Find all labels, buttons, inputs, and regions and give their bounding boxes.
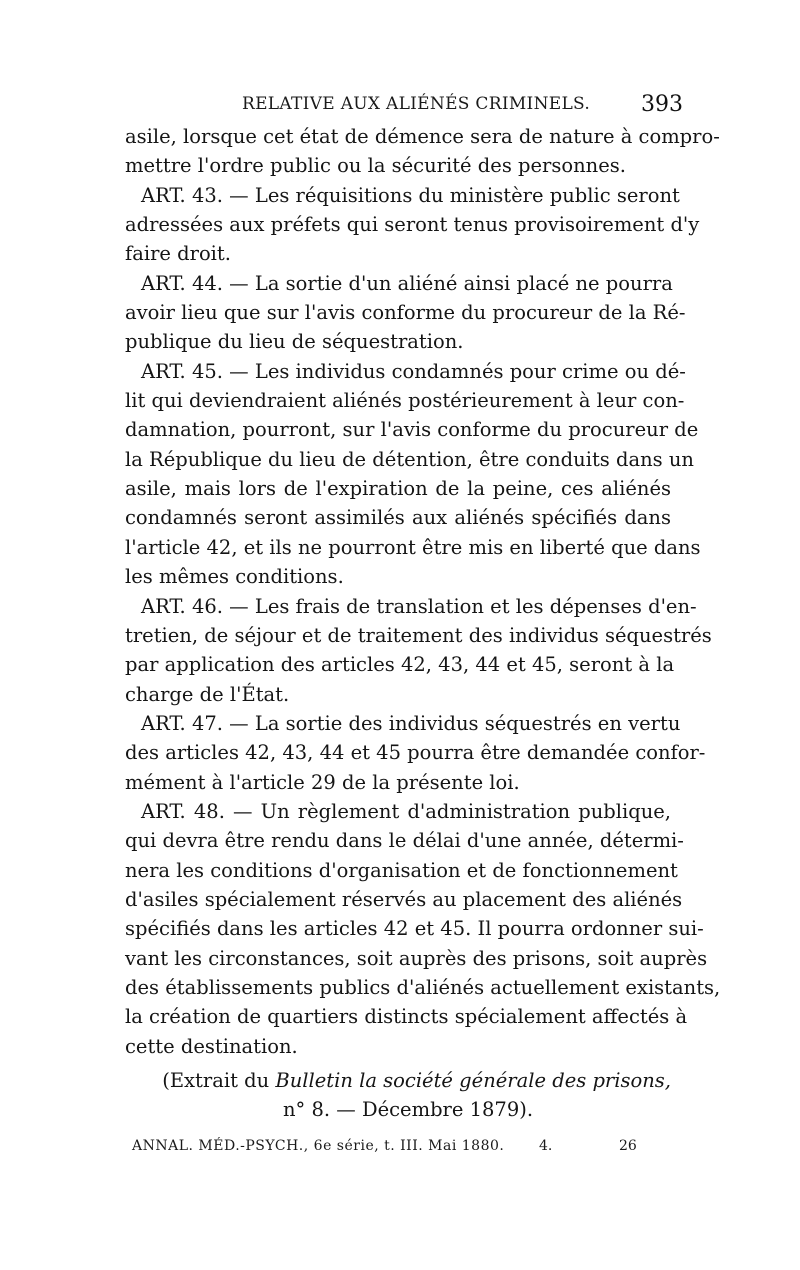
text-line: des articles 42, 43, 44 et 45 pourra être demandée confor- (125, 741, 706, 765)
citation-issue: n° 8. — Décembre 1879). (282, 1098, 534, 1122)
text-line: damnation, pourront, sur l'avis conforme du procureur de (125, 418, 699, 442)
article-45-line: ART. 45. — Les individus condamnés pour crime ou dé- (141, 359, 686, 383)
page-header (120, 92, 685, 122)
article-44-line: ART. 44. — La sortie d'un aliéné ainsi placé ne pourra (141, 271, 673, 295)
journal-reference: ANNAL. MÉD.-PSYCH., 6e série, t. III. Mai 1880. (132, 1138, 505, 1154)
page-footer (132, 1138, 652, 1162)
text-line: les mêmes conditions. (125, 565, 344, 589)
law-articles-text (125, 122, 721, 1061)
text-line: avoir lieu que sur l'avis conforme du procureur de la Ré- (125, 301, 686, 325)
text-line: la création de quartiers distincts spécialement affectés à (125, 1005, 688, 1029)
folio-number: 26 (619, 1138, 637, 1154)
text-line: d'asiles spécialement réservés au placement des aliénés (125, 887, 683, 911)
text-line: tretien, de séjour et de traitement des individus séquestrés (125, 623, 712, 647)
text-line: cette destination. (125, 1034, 298, 1058)
text-line: asile, mais lors de l'expiration de la peine, ces aliénés (125, 477, 671, 501)
source-citation (125, 1066, 671, 1125)
text-line: qui devra être rendu dans le délai d'une année, détermi- (125, 829, 684, 853)
citation-open: (Extrait du (162, 1069, 276, 1092)
article-46-line: ART. 46. — Les frais de translation et les dépenses d'en- (141, 594, 697, 618)
text-line: spécifiés dans les articles 42 et 45. Il pourra ordonner sui- (125, 917, 704, 941)
article-48-line: ART. 48. — Un règlement d'administration publique, (141, 799, 671, 823)
article-43-line: ART. 43. — Les réquisitions du ministère public seront (141, 183, 680, 207)
page-number: 393 (641, 92, 683, 117)
text-line: nera les conditions d'organisation et de fonctionnement (125, 858, 678, 882)
text-line: publique du lieu de séquestration. (125, 330, 464, 354)
text-line: lit qui deviendraient aliénés postérieurement à leur con- (125, 389, 685, 413)
text-line: la République du lieu de détention, être conduits dans un (125, 447, 694, 471)
citation-line (125, 1066, 671, 1095)
article-47-line: ART. 47. — La sortie des individus séquestrés en vertu (141, 711, 681, 735)
text-line: des établissements publics d'aliénés actuellement existants, (125, 975, 721, 999)
text-line: condamnés seront assimilés aux aliénés spécifiés dans (125, 506, 671, 530)
text-line: par application des articles 42, 43, 44 et 45, seront à la (125, 653, 675, 677)
text-line: asile, lorsque cet état de démence sera de nature à compro- (125, 125, 720, 148)
text-line: adressées aux préfets qui seront tenus provisoirement d'y (125, 213, 700, 237)
text-line: mettre l'ordre public ou la sécurité des personnes. (125, 154, 626, 178)
signature-mark: 4. (539, 1138, 553, 1154)
running-title: RELATIVE AUX ALIÉNÉS CRIMINELS. (242, 94, 591, 114)
bulletin-title: Bulletin la société générale des prisons, (275, 1069, 671, 1092)
text-line: vant les circonstances, soit auprès des prisons, soit auprès (125, 946, 708, 970)
text-line: faire droit. (125, 242, 231, 266)
text-line: mément à l'article 29 de la présente loi. (125, 770, 520, 794)
text-line: l'article 42, et ils ne pourront être mis en liberté que dans (125, 535, 701, 559)
text-line: charge de l'État. (125, 682, 290, 706)
